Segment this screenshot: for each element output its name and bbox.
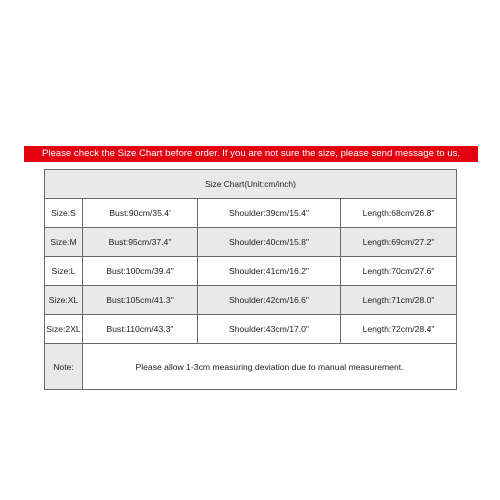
table-row [45,257,457,286]
length-cell: Length:70cm/27.6" [341,257,457,286]
bust-cell: Bust:100cm/39.4" [83,257,198,286]
table-title: Size Chart(Unit:cm/inch) [45,170,457,199]
shoulder-cell: Shoulder:42cm/16.6" [198,286,341,315]
size-cell: Size:XL [45,286,83,315]
bust-cell: Bust:110cm/43.3" [83,315,198,344]
table-row [45,199,457,228]
length-cell: Length:69cm/27.2" [341,228,457,257]
size-cell: Size:S [45,199,83,228]
size-cell: Size:M [45,228,83,257]
table-row [45,228,457,257]
table-title-row [45,170,457,199]
size-cell: Size:2XL [45,315,83,344]
table-row [45,286,457,315]
length-cell: Length:72cm/28.4" [341,315,457,344]
bust-cell: Bust:90cm/35.4' [83,199,198,228]
size-chart-notice-banner: Please check the Size Chart before order. If you are not sure the size, please send message to us. [24,146,478,162]
table-row [45,315,457,344]
shoulder-cell: Shoulder:40cm/15.8" [198,228,341,257]
shoulder-cell: Shoulder:39cm/15.4" [198,199,341,228]
bust-cell: Bust:105cm/41.3" [83,286,198,315]
length-cell: Length:68cm/26.8" [341,199,457,228]
length-cell: Length:71cm/28.0" [341,286,457,315]
note-text: Please allow 1-3cm measuring deviation due to manual measurement. [83,344,457,390]
table-note-row [45,344,457,390]
note-label: Note: [45,344,83,390]
shoulder-cell: Shoulder:43cm/17.0" [198,315,341,344]
size-cell: Size:L [45,257,83,286]
size-chart-table [44,169,457,390]
bust-cell: Bust:95cm/37.4" [83,228,198,257]
shoulder-cell: Shoulder:41cm/16.2" [198,257,341,286]
